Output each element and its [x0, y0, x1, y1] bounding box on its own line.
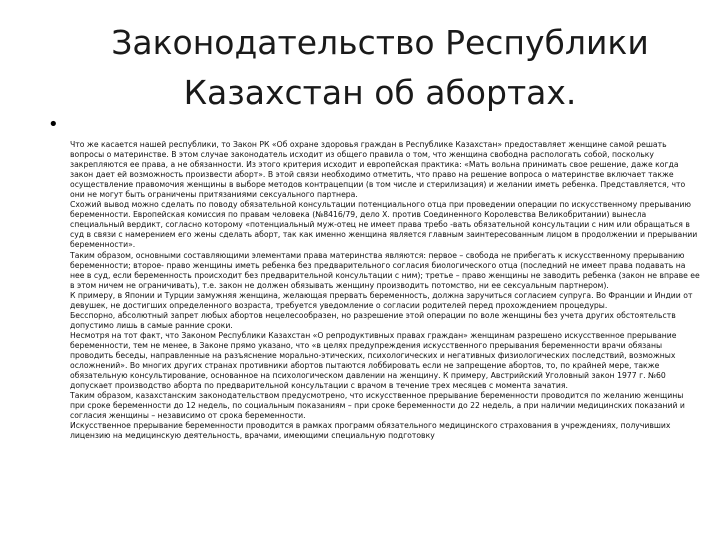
paragraph: Искусственное прерывание беременности проводится в рамках программ обязательного медицинского страхования в учреждениях, получивших лицензию на медицинскую деятельность, врачами, имеющими специальную подготовку: [70, 421, 671, 441]
paragraph: Схожий вывод можно сделать по поводу обязательной консультации потенциального отца при проведении операции по искусственному прерыванию беременности. Европейская комиссия по правам человека (№8416/79, дело X. против Соединенного Королевства Великобритании) вынесла специальный вердикт, согласно которому «потенциальный муж-отец не имеет права требо -вать обязательной консультации с ним или обращаться в суд в связи с намерением его жены сделать аборт, так как именно женщина является главным заинтересованным лицом в продолжении и прерывании беременности».: [70, 200, 698, 250]
paragraph: Таким образом, казахстанским законодательством предусмотрено, что искусственное прерывание беременности проводится по желанию женщины при сроке беременности до 12 недель, по социальным показаниям – при сроке беременности до 22 недель, а при наличии медицинских показаний и согласия женщины – независимо от срока беременности.: [70, 391, 685, 421]
paragraph: К примеру, в Японии и Турции замужняя женщина, желающая прервать беременность, должна заручиться согласием супруга. Во Франции и Индии от девушек, не достигших определенного возраста, требуется уведомление о согласии родителей перед прохождением процедуры.: [70, 290, 693, 310]
paragraph: Что же касается нашей республики, то Закон РК «Об охране здоровья граждан в Республике Казахстан» предоставляет женщине самой решать вопросы о материнстве. В этом случае законодатель исходит из общего правила о том, что женщина свободна распологать собой, поскольку закрепляются ее права, а не обязанности. Из этого критерия исходит и европейская практика: «Мать вольна принимать свое решение, даже когда закон дает ей возможность произвести аборт». В этой связи необходимо отметить, что право на решение вопроса о материнстве включает также осуществление правомочия женщины в выборе методов контрацепции (в том числе и стерилизация) и желании иметь ребенка. Представляется, что они не могут быть ограничены притязаниями сексуального партнера.: [70, 140, 686, 200]
body-text: [70, 140, 700, 441]
paragraph: Таким образом, основными составляющими элементами права материнства являются: первое – свобода не прибегать к искусственному прерыванию беременности; второе- право женщины иметь ребенка без предварительного согласия биологического отца (последний не имеет права подавать на нее в суд, если беременность происходит без предварительной консультации с ним); третье – право женщины не заводить ребенка (закон не вправе ее в этом ничем не ограничивать), т.е. закон не должен обязывать женщину производить потомство, ни ее сексуальным партнером).: [70, 250, 700, 290]
bullet-marker: •: [48, 114, 59, 135]
slide-title: Законодательство Республики Казахстан об абортах.: [111, 23, 649, 112]
paragraph: Бесспорно, абсолютный запрет любых абортов нецелесообразен, но разрешение этой операции по воле женщины без учета других обстоятельств допустимо лишь в самые ранние сроки.: [70, 310, 676, 330]
paragraph: Несмотря на тот факт, что Законом Республики Казахстан «О репродуктивных правах граждан» женщинам разрешено искусственное прерывание беременности, тем не менее, в Законе прямо указано, что «в целях предупреждения искусственного прерывания беременности врачи обязаны проводить беседы, направленные на разъяснение морально-этических, психологических и негативных физиологических последствий, возможных осложнений». Во многих других странах противники абортов пытаются лоббировать если не запрещение абортов, то, по крайней мере, также обязательную консультирование, основанное на психологическом давлении на женщину. К примеру, Австрийский Уголовный закон 1977 г. №60 допускает производство аборта по предварительной консультации с врачом в течение трех месяцев с момента зачатия.: [70, 330, 677, 391]
